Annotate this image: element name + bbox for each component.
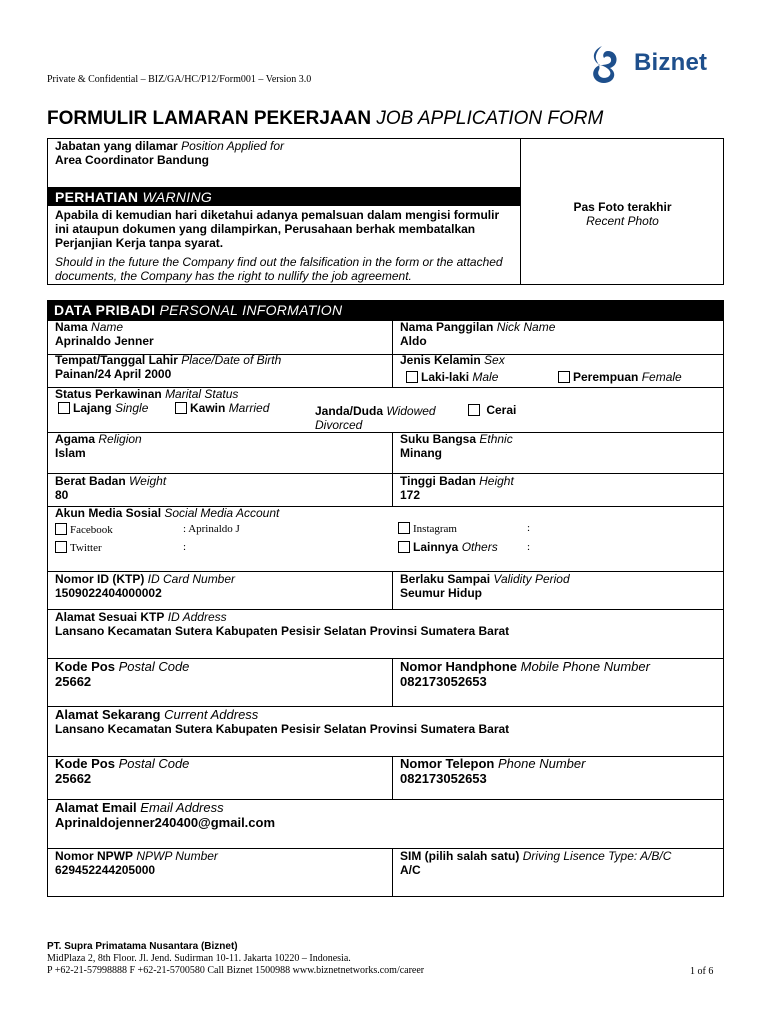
name-label-en: Name [91,320,124,334]
row-divider [47,432,724,433]
religion-label: Agama [55,432,96,446]
validity-value: Seumur Hidup [400,586,483,600]
others-option[interactable] [398,540,498,554]
page-title [47,107,603,131]
col-divider [392,320,393,387]
personal-info-bar [47,300,724,320]
height-label-en: Height [479,474,514,488]
col-divider [392,658,393,706]
religion-value: Islam [55,446,86,460]
religion-field[interactable] [55,432,142,460]
nickname-field[interactable] [400,320,555,348]
mobile-label-en: Mobile Phone Number [520,659,650,674]
current-address-label-en: Current Address [164,707,259,722]
position-field [55,139,284,167]
checkbox[interactable] [55,523,67,535]
height-label: Tinggi Badan [400,474,476,488]
email-label-en: Email Address [140,800,224,815]
nickname-label: Nama Panggilan [400,320,494,334]
twitter-value[interactable]: : [183,541,187,553]
postal-code-2-field[interactable] [55,756,189,786]
position-label-en: Position Applied for [181,139,285,153]
checkbox[interactable] [175,402,187,414]
phone-label: Nomor Telepon [400,756,495,771]
social-label-en: Social Media Account [164,506,280,520]
weight-value: 80 [55,488,69,502]
instagram-value[interactable]: : [527,522,531,534]
birth-label: Tempat/Tanggal Lahir [55,353,178,367]
marital-single-option[interactable] [58,401,148,415]
biznet-logo [586,43,726,87]
warning-title-en: WARNING [142,189,213,205]
mobile-value: 082173052653 [400,674,487,689]
postal-code-field[interactable] [55,659,189,689]
footer-address: MidPlaza 2, 8th Floor. Jl. Jend. Sudirman 10-11. Jakarta 10220 – Indonesia. [47,953,351,964]
validity-field[interactable] [400,572,570,600]
email-value: Aprinaldojenner240400@gmail.com [55,815,276,830]
marital-widowed-option[interactable] [315,404,436,418]
photo-label: Pas Foto terakhir [573,200,672,214]
sex-female-option[interactable] [558,370,682,384]
col-divider [392,848,393,897]
social-label-group [55,506,279,520]
warning-text: Apabila di kemudian hari diketahui adanya pemalsuan dalam mengisi formulir ini ataupun dokumen yang dilampirkan, Perusahaan berhak membatalkan Perjanjian Kerja tanpa syarat. [55,208,500,250]
others-label-en: Others [461,540,498,554]
widowed-label-en: Widowed [386,404,436,418]
npwp-label-en: NPWP Number [136,849,218,863]
birth-value: Painan/24 April 2000 [55,367,172,381]
title-english: JOB APPLICATION FORM [376,108,604,129]
warning-bar [48,188,520,206]
divorced-label-en: Divorced [315,418,363,432]
title-indonesian: FORMULIR LAMARAN PEKERJAAN [47,108,372,129]
postal-code-2-label: Kode Pos [55,756,115,771]
footer-contact: P +62-21-57998888 F +62-21-5700580 Call Biznet 1500988 www.biznetnetworks.com/career [47,965,425,976]
email-label: Alamat Email [55,800,137,815]
postal-code-label: Kode Pos [55,659,115,674]
name-label: Nama [55,320,88,334]
id-address-value: Lansano Kecamatan Sutera Kabupaten Pesisir Selatan Provinsi Sumatera Barat [55,624,510,638]
nickname-value: Aldo [400,334,427,348]
weight-label: Berat Badan [55,474,126,488]
id-card-label-en: ID Card Number [147,572,236,586]
female-label: Perempuan [573,370,639,384]
ethnic-value: Minang [400,446,442,460]
id-card-label: Nomor ID (KTP) [55,572,145,586]
sim-field[interactable] [400,849,671,877]
checkbox[interactable] [558,371,570,383]
current-address-field[interactable] [55,707,258,722]
male-label: Laki-laki [421,370,470,384]
npwp-label: Nomor NPWP [55,849,133,863]
id-card-value: 1509022404000002 [55,586,162,600]
id-address-field[interactable] [55,610,509,638]
mobile-field[interactable] [400,659,650,689]
weight-field[interactable] [55,474,166,502]
ethnic-label: Suku Bangsa [400,432,477,446]
col-divider [392,432,393,506]
npwp-field[interactable] [55,849,218,877]
position-value: Area Coordinator Bandung [55,153,210,167]
checkbox[interactable] [58,402,70,414]
page-number: 1 of 6 [690,966,714,977]
position-label: Jabatan yang dilamar [55,139,178,153]
male-label-en: Male [472,370,499,384]
footer [47,941,424,977]
checkbox[interactable] [406,371,418,383]
social-label: Akun Media Sosial [55,506,162,520]
marital-married-option[interactable] [175,401,269,415]
email-field[interactable] [55,800,275,830]
biznet-logo-icon [586,43,630,87]
instagram-label: Instagram [413,523,457,535]
current-address-label: Alamat Sekarang [55,707,161,722]
postal-code-label-en: Postal Code [118,659,190,674]
id-card-field[interactable] [55,572,235,600]
photo-placeholder [521,200,724,228]
facebook-value[interactable]: : Aprinaldo J [183,523,240,535]
warning-text-en: Should in the future the Company find out the falsification in the form or the attached documents, the Company has the right to nullify the job agreement. [55,255,503,283]
divorced-label: Cerai [486,403,517,417]
col-divider [392,571,393,609]
personal-info-title-en: PERSONAL INFORMATION [159,302,343,318]
validity-label: Berlaku Sampai [400,572,491,586]
sex-label: Jenis Kelamin [400,353,481,367]
nickname-label-en: Nick Name [496,320,556,334]
female-label-en: Female [641,370,682,384]
marital-label-en: Marital Status [165,387,239,401]
postal-code-2-value: 25662 [55,771,92,786]
col-divider [392,756,393,799]
marital-label-group [55,387,238,401]
footer-company: PT. Supra Primatama Nusantara (Biznet) [47,941,238,952]
others-label: Lainnya [413,540,459,554]
postal-code-2-label-en: Postal Code [118,756,190,771]
checkbox[interactable] [55,541,67,553]
twitter-option[interactable] [55,541,102,554]
sim-value: A/C [400,863,421,877]
single-label-en: Single [115,401,149,415]
height-value: 172 [400,488,421,502]
ethnic-field[interactable] [400,432,513,460]
sim-label-en: Driving Lisence Type: A/B/C [522,849,672,863]
current-address-value: Lansano Kecamatan Sutera Kabupaten Pesisir Selatan Provinsi Sumatera Barat [55,722,510,736]
sex-male-option[interactable] [406,370,498,384]
checkbox[interactable] [468,404,480,416]
id-address-label: Alamat Sesuai KTP [55,610,165,624]
phone-label-en: Phone Number [498,756,586,771]
document-code: Private & Confidential – BIZ/GA/HC/P12/Form001 – Version 3.0 [47,74,312,85]
twitter-label: Twitter [70,542,102,554]
sex-label-en: Sex [484,353,505,367]
others-value[interactable]: : [527,541,531,553]
weight-label-en: Weight [129,474,167,488]
instagram-option[interactable] [398,522,457,535]
height-field[interactable] [400,474,514,502]
warning-title: PERHATIAN [55,189,139,205]
biznet-logo-text: Biznet [634,49,708,76]
photo-label-en: Recent Photo [586,214,659,228]
phone-field[interactable] [400,756,585,786]
npwp-value: 629452244205000 [55,863,156,877]
marital-divorced-option[interactable] [468,403,516,417]
phone-value: 082173052653 [400,771,487,786]
ethnic-label-en: Ethnic [479,432,513,446]
birth-label-en: Place/Date of Birth [181,353,282,367]
married-label-en: Married [228,401,270,415]
id-address-label-en: ID Address [167,610,227,624]
religion-label-en: Religion [98,432,142,446]
checkbox[interactable] [398,522,410,534]
mobile-label: Nomor Handphone [400,659,517,674]
name-value: Aprinaldo Jenner [55,334,154,348]
checkbox[interactable] [398,541,410,553]
validity-label-en: Validity Period [493,572,570,586]
sim-label: SIM (pilih salah satu) [400,849,520,863]
sex-label-group [400,353,505,367]
birth-field[interactable] [55,353,281,381]
facebook-label: Facebook [70,524,113,536]
married-label: Kawin [190,401,226,415]
widowed-label: Janda/Duda [315,404,384,418]
facebook-option[interactable] [55,523,113,536]
name-field[interactable] [55,320,154,348]
single-label: Lajang [73,401,112,415]
postal-code-value: 25662 [55,674,92,689]
personal-info-title: DATA PRIBADI [54,302,156,318]
marital-label: Status Perkawinan [55,387,162,401]
